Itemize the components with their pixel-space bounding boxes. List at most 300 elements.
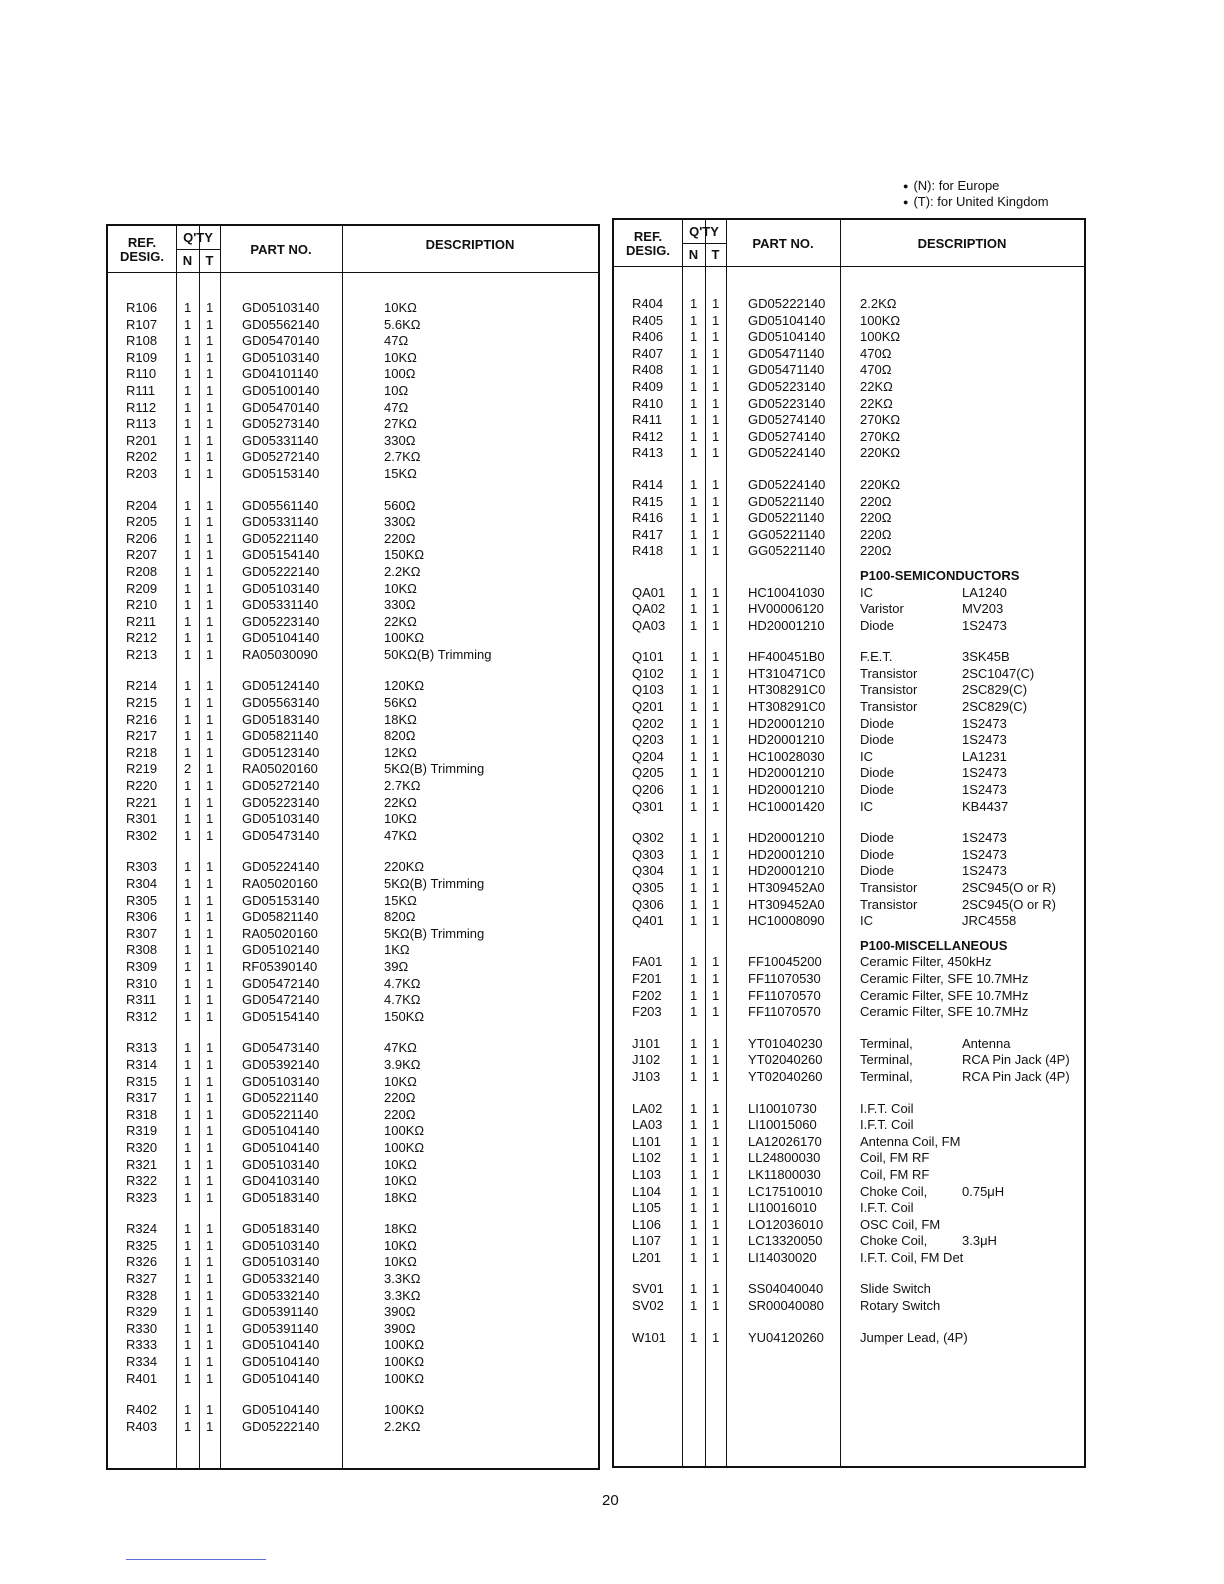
part-number: GD05223140 <box>748 395 826 411</box>
qty-t: 1 <box>206 1139 214 1155</box>
description: 560Ω <box>384 497 416 513</box>
part-number: GD05104140 <box>242 630 320 646</box>
description: 470Ω <box>860 345 892 361</box>
ref-designator: R107 <box>126 316 158 332</box>
description: IC <box>860 748 873 764</box>
table-row <box>614 1004 1084 1021</box>
qty-n: 1 <box>184 711 192 727</box>
part-number: GD05103140 <box>242 1156 320 1172</box>
part-number: HT309452A0 <box>748 880 825 895</box>
part-number: GD05391140 <box>242 1304 319 1320</box>
qty-t: 1 <box>206 1354 214 1370</box>
ref-designator: R408 <box>632 362 664 378</box>
qty-t: 1 <box>712 510 720 526</box>
qty-t: 1 <box>206 728 214 744</box>
qty-n: 1 <box>690 362 698 378</box>
ref-designator: Q401 <box>632 913 664 929</box>
qty-n: 1 <box>184 975 192 991</box>
ref-designator: R412 <box>632 428 664 444</box>
qty-n: 1 <box>184 1139 192 1155</box>
table-row <box>614 1150 1084 1167</box>
part-number: HT309452A0 <box>748 896 825 912</box>
table-row <box>614 988 1084 1005</box>
qty-n: 1 <box>690 1004 698 1020</box>
section-heading <box>614 568 1084 585</box>
part-number: HD20001210 <box>748 715 825 731</box>
table-row <box>614 1101 1084 1118</box>
description: 330Ω <box>384 514 416 530</box>
qty-t: 1 <box>206 465 214 481</box>
part-number: YU04120260 <box>748 1329 824 1345</box>
model-number: 3SK45B <box>962 649 1010 665</box>
table-row <box>108 547 598 564</box>
part-no-header: PART NO. <box>250 242 312 257</box>
description: 220KΩ <box>384 859 425 875</box>
part-number: GD05274140 <box>748 428 826 444</box>
table-row <box>614 1167 1084 1184</box>
qty-t: 1 <box>712 649 720 665</box>
qty-t: 1 <box>712 765 720 781</box>
ref-designator: R418 <box>632 543 664 559</box>
description: 2.2KΩ <box>860 296 897 311</box>
qty-t: 1 <box>712 896 720 912</box>
description: 12KΩ <box>384 744 417 760</box>
description: 100KΩ <box>384 1402 425 1418</box>
part-number: GD05561140 <box>242 497 319 513</box>
table-row <box>108 778 598 795</box>
description: OSC Coil, FM <box>860 1216 941 1232</box>
table-row <box>108 1371 598 1388</box>
part-number: GD05103140 <box>242 580 320 596</box>
qty-t: 1 <box>206 1189 214 1205</box>
table-row <box>108 1040 598 1057</box>
qty-n: 1 <box>690 913 698 929</box>
desig-header: DESIG. <box>625 243 671 258</box>
description: Choke Coil, <box>860 1183 928 1199</box>
footer-rule <box>126 1559 266 1560</box>
description: 5KΩ(B) Trimming <box>384 925 485 941</box>
ref-designator: R413 <box>632 445 664 461</box>
qty-t: 1 <box>206 678 214 694</box>
ref-designator: Q306 <box>632 896 664 912</box>
qty-n: 1 <box>184 1237 192 1253</box>
table-row <box>108 678 598 695</box>
part-number: GD05104140 <box>748 329 826 345</box>
ref-designator: R305 <box>126 892 158 908</box>
qty-t: 1 <box>206 530 214 546</box>
description: 10KΩ <box>384 1237 417 1253</box>
ref-designator: L104 <box>632 1183 661 1199</box>
part-number: HC10001420 <box>748 798 825 814</box>
model-number: KB4437 <box>962 798 1009 814</box>
part-number: FF11070570 <box>748 987 821 1003</box>
table-row <box>614 396 1084 413</box>
description: Ceramic Filter, 450kHz <box>860 954 992 970</box>
part-number: GD05183140 <box>242 711 320 727</box>
part-number: GD05104140 <box>242 1139 320 1155</box>
description: 270KΩ <box>860 412 901 428</box>
part-number: SR00040080 <box>748 1298 824 1314</box>
description: Diode <box>860 765 894 781</box>
ref-designator: Q202 <box>632 715 664 731</box>
table-row <box>614 649 1084 666</box>
qty-t: 1 <box>712 665 720 681</box>
description: Ceramic Filter, SFE 10.7MHz <box>860 987 1029 1003</box>
table-row <box>108 828 598 845</box>
table-row <box>108 1354 598 1371</box>
qty-t: 1 <box>712 830 720 846</box>
description: 100Ω <box>384 366 416 382</box>
ref-designator: R205 <box>126 514 158 530</box>
qty-n: 1 <box>184 1073 192 1089</box>
part-number: GD05331140 <box>242 597 319 613</box>
table-row <box>108 728 598 745</box>
description: 150KΩ <box>384 1008 425 1024</box>
description: 220Ω <box>860 543 892 559</box>
part-number: GD05472140 <box>242 992 320 1008</box>
qty-n: 1 <box>690 782 698 798</box>
description: Transistor <box>860 665 918 681</box>
table-row <box>614 1330 1084 1347</box>
table-row <box>614 699 1084 716</box>
description: 120KΩ <box>384 678 425 694</box>
ref-designator: Q305 <box>632 880 664 895</box>
ref-designator: R212 <box>126 630 158 646</box>
qty-n: 1 <box>184 728 192 744</box>
table-row <box>614 1117 1084 1134</box>
table-row <box>108 647 598 664</box>
ref-designator: R219 <box>126 761 158 777</box>
part-number: YT01040230 <box>748 1035 823 1051</box>
table-row <box>108 1107 598 1124</box>
part-number: GD05221140 <box>242 1090 319 1106</box>
ref-designator: R202 <box>126 449 158 465</box>
table-row <box>614 666 1084 683</box>
part-number: GD05224140 <box>748 476 826 492</box>
table-row <box>614 346 1084 363</box>
qty-t: 1 <box>206 300 214 315</box>
table-row <box>108 942 598 959</box>
part-number: GD05104140 <box>242 1123 320 1139</box>
model-number: LA1240 <box>962 584 1007 600</box>
description: Diode <box>860 782 894 798</box>
section-heading <box>614 938 1084 955</box>
table-row <box>108 1090 598 1107</box>
table-row <box>108 926 598 943</box>
ref-designator: J101 <box>632 1035 661 1051</box>
qty-n: 1 <box>184 1173 192 1189</box>
qty-n: 1 <box>184 465 192 481</box>
description: Diode <box>860 617 894 633</box>
table-row <box>108 317 598 334</box>
qty-t: 1 <box>206 497 214 513</box>
description: 220Ω <box>860 493 892 509</box>
qty-t: 1 <box>712 445 720 461</box>
description: Diode <box>860 863 894 879</box>
description: 220KΩ <box>860 445 901 461</box>
qty-t: 1 <box>712 476 720 492</box>
part-number: GD05223140 <box>748 378 826 394</box>
table-row <box>614 543 1084 560</box>
right-rows <box>614 296 1084 1346</box>
part-number: LC17510010 <box>748 1183 823 1199</box>
table-row <box>614 313 1084 330</box>
table-row <box>108 1271 598 1288</box>
qty-t: 1 <box>712 880 720 895</box>
description: 10KΩ <box>384 300 417 315</box>
qty-t: 1 <box>712 1183 720 1199</box>
model-number: RCA Pin Jack (4P) <box>962 1052 1070 1068</box>
ref-designator: R301 <box>126 811 158 827</box>
qty-t: 1 <box>206 1287 214 1303</box>
qty-t: 1 <box>206 613 214 629</box>
table-row <box>108 433 598 450</box>
qty-t: 1 <box>712 1133 720 1149</box>
qty-t: 1 <box>712 748 720 764</box>
table-row <box>108 466 598 483</box>
ref-designator: R311 <box>126 992 157 1008</box>
ref-designator: R207 <box>126 547 158 563</box>
page-number: 20 <box>602 1492 619 1509</box>
part-number: RA05020160 <box>242 925 318 941</box>
qty-t: 1 <box>206 563 214 579</box>
qty-n: 1 <box>184 1304 192 1320</box>
ref-designator: R320 <box>126 1139 158 1155</box>
qty-n: 1 <box>690 1200 698 1216</box>
qty-header: Q'TY <box>689 224 719 239</box>
model-number: 1S2473 <box>962 846 1007 862</box>
ref-designator: R221 <box>126 794 158 810</box>
table-row <box>614 1200 1084 1217</box>
part-number: GG05221140 <box>748 526 826 542</box>
part-number: LO12036010 <box>748 1216 824 1232</box>
description: I.F.T. Coil <box>860 1200 914 1216</box>
description: 820Ω <box>384 909 416 925</box>
table-row <box>108 1009 598 1026</box>
description: Terminal, <box>860 1035 913 1051</box>
qty-t: 1 <box>206 1304 214 1320</box>
part-number: LI10015060 <box>748 1117 817 1133</box>
part-number: GD05222140 <box>242 1418 320 1434</box>
ref-designator: R206 <box>126 530 158 546</box>
ref-designator: R322 <box>126 1173 158 1189</box>
part-no-header: PART NO. <box>752 236 814 251</box>
part-number: GD05103140 <box>242 811 320 827</box>
n-header: N <box>688 247 699 262</box>
description: 5.6KΩ <box>384 316 421 332</box>
ref-designator: R214 <box>126 678 158 694</box>
description: Transistor <box>860 880 918 895</box>
part-number: GD05104140 <box>242 1370 320 1386</box>
qty-n: 1 <box>184 613 192 629</box>
part-number: GD05103140 <box>242 1073 320 1089</box>
description: Jumper Lead, (4P) <box>860 1329 968 1345</box>
description: 10KΩ <box>384 1156 417 1172</box>
qty-t: 1 <box>206 975 214 991</box>
ref-designator: R317 <box>126 1090 158 1106</box>
qty-n: 1 <box>184 1287 192 1303</box>
qty-n: 1 <box>690 476 698 492</box>
part-number: GD05221140 <box>242 530 319 546</box>
ref-designator: R111 <box>126 382 156 398</box>
qty-t: 1 <box>206 449 214 465</box>
description: Diode <box>860 846 894 862</box>
description: 3.9KΩ <box>384 1056 421 1072</box>
part-number: GD05272140 <box>242 778 320 794</box>
ref-header: REF. <box>633 229 663 244</box>
ref-designator: Q205 <box>632 765 664 781</box>
part-number: GD05274140 <box>748 412 826 428</box>
qty-n: 1 <box>690 584 698 600</box>
qty-t: 1 <box>712 543 720 559</box>
ref-designator: R330 <box>126 1320 158 1336</box>
ref-designator: R110 <box>126 366 157 382</box>
qty-n: 1 <box>184 1221 192 1237</box>
part-number: FF11070530 <box>748 970 821 986</box>
qty-t: 1 <box>206 794 214 810</box>
qty-t: 1 <box>206 811 214 827</box>
table-row <box>614 971 1084 988</box>
qty-t: 1 <box>712 312 720 328</box>
section-title: P100-MISCELLANEOUS <box>860 937 1008 953</box>
table-row <box>108 1304 598 1321</box>
qty-n: 1 <box>690 412 698 428</box>
qty-t: 1 <box>206 597 214 613</box>
ref-designator: R411 <box>632 412 663 428</box>
ref-header: REF. <box>127 235 157 250</box>
ref-designator: R405 <box>632 312 664 328</box>
description: 470Ω <box>860 362 892 378</box>
qty-n: 1 <box>184 958 192 974</box>
qty-n: 1 <box>184 827 192 843</box>
table-row <box>614 954 1084 971</box>
qty-n: 1 <box>184 580 192 596</box>
description: 10KΩ <box>384 1254 417 1270</box>
ref-designator: R402 <box>126 1402 158 1418</box>
t-header: T <box>711 247 720 262</box>
qty-n: 1 <box>690 1035 698 1051</box>
ref-designator: FA01 <box>632 954 663 970</box>
table-row <box>614 1281 1084 1298</box>
part-number: LK11800030 <box>748 1166 821 1182</box>
description: Ceramic Filter, SFE 10.7MHz <box>860 970 1029 986</box>
part-number: GD05124140 <box>242 678 320 694</box>
description: 2.2KΩ <box>384 1418 421 1434</box>
ref-designator: R313 <box>126 1040 158 1056</box>
part-number: GD05223140 <box>242 794 320 810</box>
qty-n: 1 <box>690 1329 698 1345</box>
part-number: LC13320050 <box>748 1233 823 1249</box>
qty-n: 1 <box>184 432 192 448</box>
qty-t: 1 <box>206 333 214 349</box>
part-number: HF400451B0 <box>748 649 825 665</box>
ref-designator: R302 <box>126 827 158 843</box>
table-row <box>614 1250 1084 1267</box>
qty-t: 1 <box>712 378 720 394</box>
description: 150KΩ <box>384 547 425 563</box>
qty-n: 1 <box>184 1090 192 1106</box>
model-number: Antenna <box>962 1035 1011 1051</box>
qty-n: 1 <box>690 543 698 559</box>
qty-t: 1 <box>712 428 720 444</box>
qty-n: 1 <box>690 493 698 509</box>
table-row <box>108 795 598 812</box>
qty-n: 1 <box>690 970 698 986</box>
description: Transistor <box>860 699 918 715</box>
qty-t: 1 <box>712 798 720 814</box>
part-number: GD05332140 <box>242 1271 320 1287</box>
ref-designator: R216 <box>126 711 158 727</box>
qty-n: 1 <box>184 449 192 465</box>
qty-t: 1 <box>206 1237 214 1253</box>
qty-n: 1 <box>184 563 192 579</box>
table-row <box>108 1057 598 1074</box>
qty-n: 1 <box>690 748 698 764</box>
table-row <box>108 1074 598 1091</box>
part-number: LL24800030 <box>748 1150 821 1166</box>
model-number: 1S2473 <box>962 732 1007 748</box>
qty-t: 1 <box>206 744 214 760</box>
qty-n: 1 <box>184 1123 192 1139</box>
part-number: SS04040040 <box>748 1281 824 1297</box>
qty-t: 1 <box>712 1035 720 1051</box>
ref-designator: Q303 <box>632 846 664 862</box>
table-row <box>614 329 1084 346</box>
description: Choke Coil, <box>860 1233 928 1249</box>
ref-designator: J102 <box>632 1052 661 1068</box>
table-row <box>108 1321 598 1338</box>
ref-designator: R327 <box>126 1271 158 1287</box>
table-row <box>108 400 598 417</box>
part-number: GD05154140 <box>242 1008 320 1024</box>
qty-header: Q'TY <box>183 230 213 245</box>
description: 4.7KΩ <box>384 992 421 1008</box>
qty-t: 1 <box>206 580 214 596</box>
description: Varistor <box>860 601 904 617</box>
ref-designator: Q203 <box>632 732 664 748</box>
part-number: YT02040260 <box>748 1052 823 1068</box>
description: 10KΩ <box>384 1173 417 1189</box>
ref-designator: R303 <box>126 859 158 875</box>
part-number: GD04103140 <box>242 1173 320 1189</box>
part-number: LI10010730 <box>748 1100 817 1116</box>
region-legend <box>903 178 1049 210</box>
ref-designator: R417 <box>632 526 664 542</box>
qty-n: 1 <box>690 732 698 748</box>
description: 100KΩ <box>860 329 901 345</box>
part-number: GD04101140 <box>242 366 319 382</box>
part-number: HT308291C0 <box>748 699 826 715</box>
ref-designator: R318 <box>126 1106 158 1122</box>
qty-n: 1 <box>690 1068 698 1084</box>
qty-t: 1 <box>206 1173 214 1189</box>
description: I.F.T. Coil <box>860 1100 914 1116</box>
ref-designator: R215 <box>126 695 158 711</box>
model-number: 1S2473 <box>962 863 1007 879</box>
description: 27KΩ <box>384 416 417 432</box>
qty-t: 1 <box>206 1370 214 1386</box>
qty-t: 1 <box>206 382 214 398</box>
part-number: HD20001210 <box>748 765 825 781</box>
qty-t: 1 <box>206 1337 214 1353</box>
description: 56KΩ <box>384 695 417 711</box>
qty-t: 1 <box>206 778 214 794</box>
ref-designator: R315 <box>126 1073 158 1089</box>
table-row <box>614 1069 1084 1086</box>
table-row <box>108 383 598 400</box>
table-row <box>108 531 598 548</box>
table-row <box>614 880 1084 897</box>
